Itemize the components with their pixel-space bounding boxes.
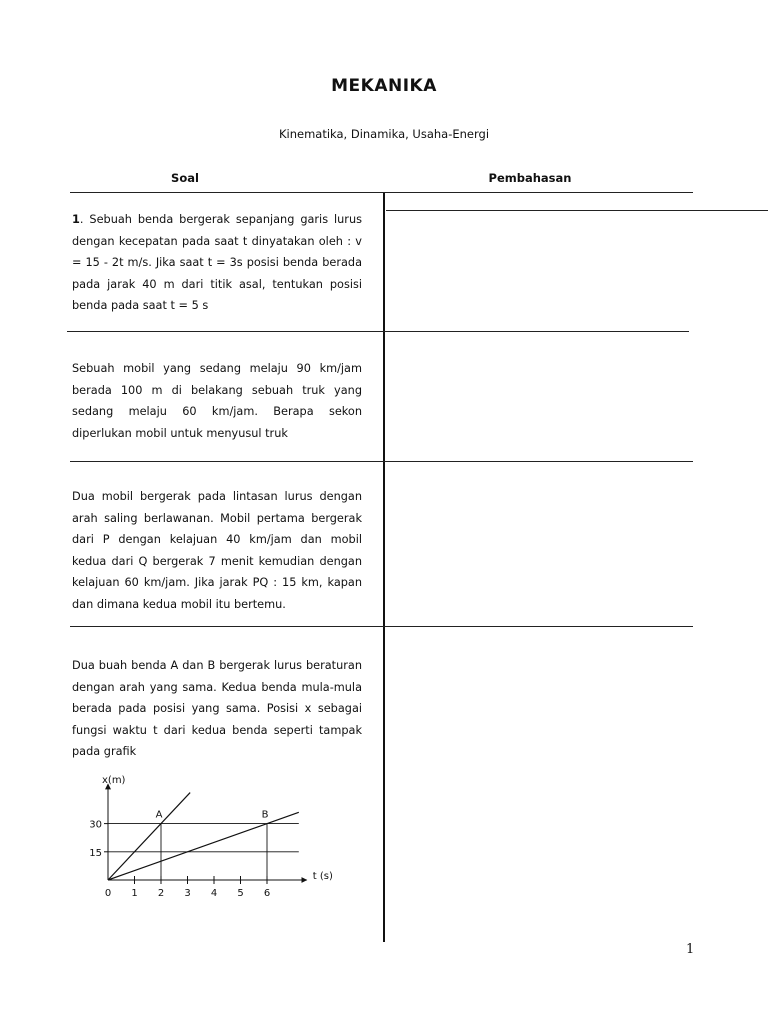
question-4 — [72, 655, 362, 763]
question-text: Sebuah mobil yang sedang melaju 90 km/jam berada 100 m di belakang sebuah truk yang sedang melaju 60 km/jam. Berapa sekon diperlukan mobil untuk menyusul truk — [72, 362, 362, 440]
question-text: Dua buah benda A dan B bergerak lurus beraturan dengan arah yang sama. Kedua benda mula-mula berada pada posisi yang sama. Posisi x sebagai fungsi waktu t dari kedua benda seperti tampak pada grafik — [72, 659, 362, 758]
document-title: MEKANIKA — [331, 76, 437, 96]
header-rule — [70, 192, 693, 193]
y-tick-label: 15 — [89, 847, 102, 859]
row-separator — [70, 461, 693, 462]
series-line-a — [108, 793, 190, 880]
x-tick-label: 1 — [131, 888, 138, 899]
column-divider — [383, 193, 385, 942]
x-tick-label: 5 — [237, 888, 244, 899]
series-label-b: B — [261, 809, 269, 821]
y-tick-label: 30 — [89, 819, 102, 831]
question-1 — [72, 209, 362, 317]
x-tick-label: 3 — [184, 888, 191, 899]
row-separator — [67, 331, 689, 332]
column-header-soal: Soal — [171, 171, 199, 185]
question-2 — [72, 358, 362, 444]
question-text: Dua mobil bergerak pada lintasan lurus dengan arah saling berlawanan. Mobil pertama bergerak dari P dengan kelajuan 40 km/jam dan mobil kedua dari Q bergerak 7 menit kemudian dengan kelajuan 60 km/jam. Jika jarak PQ : 15 km, kapan dan dimana kedua mobil itu bertemu. — [72, 490, 362, 611]
series-line-b — [108, 809, 299, 880]
y-axis-label: x(m) — [102, 775, 126, 786]
position-time-graph — [76, 770, 366, 910]
x-tick-label: 2 — [157, 888, 165, 899]
column-header-pembahasan: Pembahasan — [488, 171, 572, 185]
header-rule-right — [386, 210, 768, 211]
row-separator — [70, 626, 693, 627]
x-tick-label: 0 — [104, 888, 112, 899]
x-tick-label: 6 — [263, 888, 271, 899]
page-number: 1 — [686, 942, 695, 957]
question-text: . Sebuah benda bergerak sepanjang garis lurus dengan kecepatan pada saat t dinyatakan oleh : v = 15 - 2t m/s. Jika saat t = 3s posisi benda berada pada jarak 40 m dari titik asal, tentukan posisi benda pada saat t = 5 s — [72, 213, 362, 312]
x-axis-label: t (s) — [312, 871, 333, 882]
x-tick-label: 4 — [210, 888, 218, 899]
document-subtitle: Kinematika, Dinamika, Usaha-Energi — [278, 127, 490, 141]
question-number: 1 — [72, 213, 80, 226]
series-label-a: A — [155, 809, 163, 821]
question-3 — [72, 486, 362, 615]
